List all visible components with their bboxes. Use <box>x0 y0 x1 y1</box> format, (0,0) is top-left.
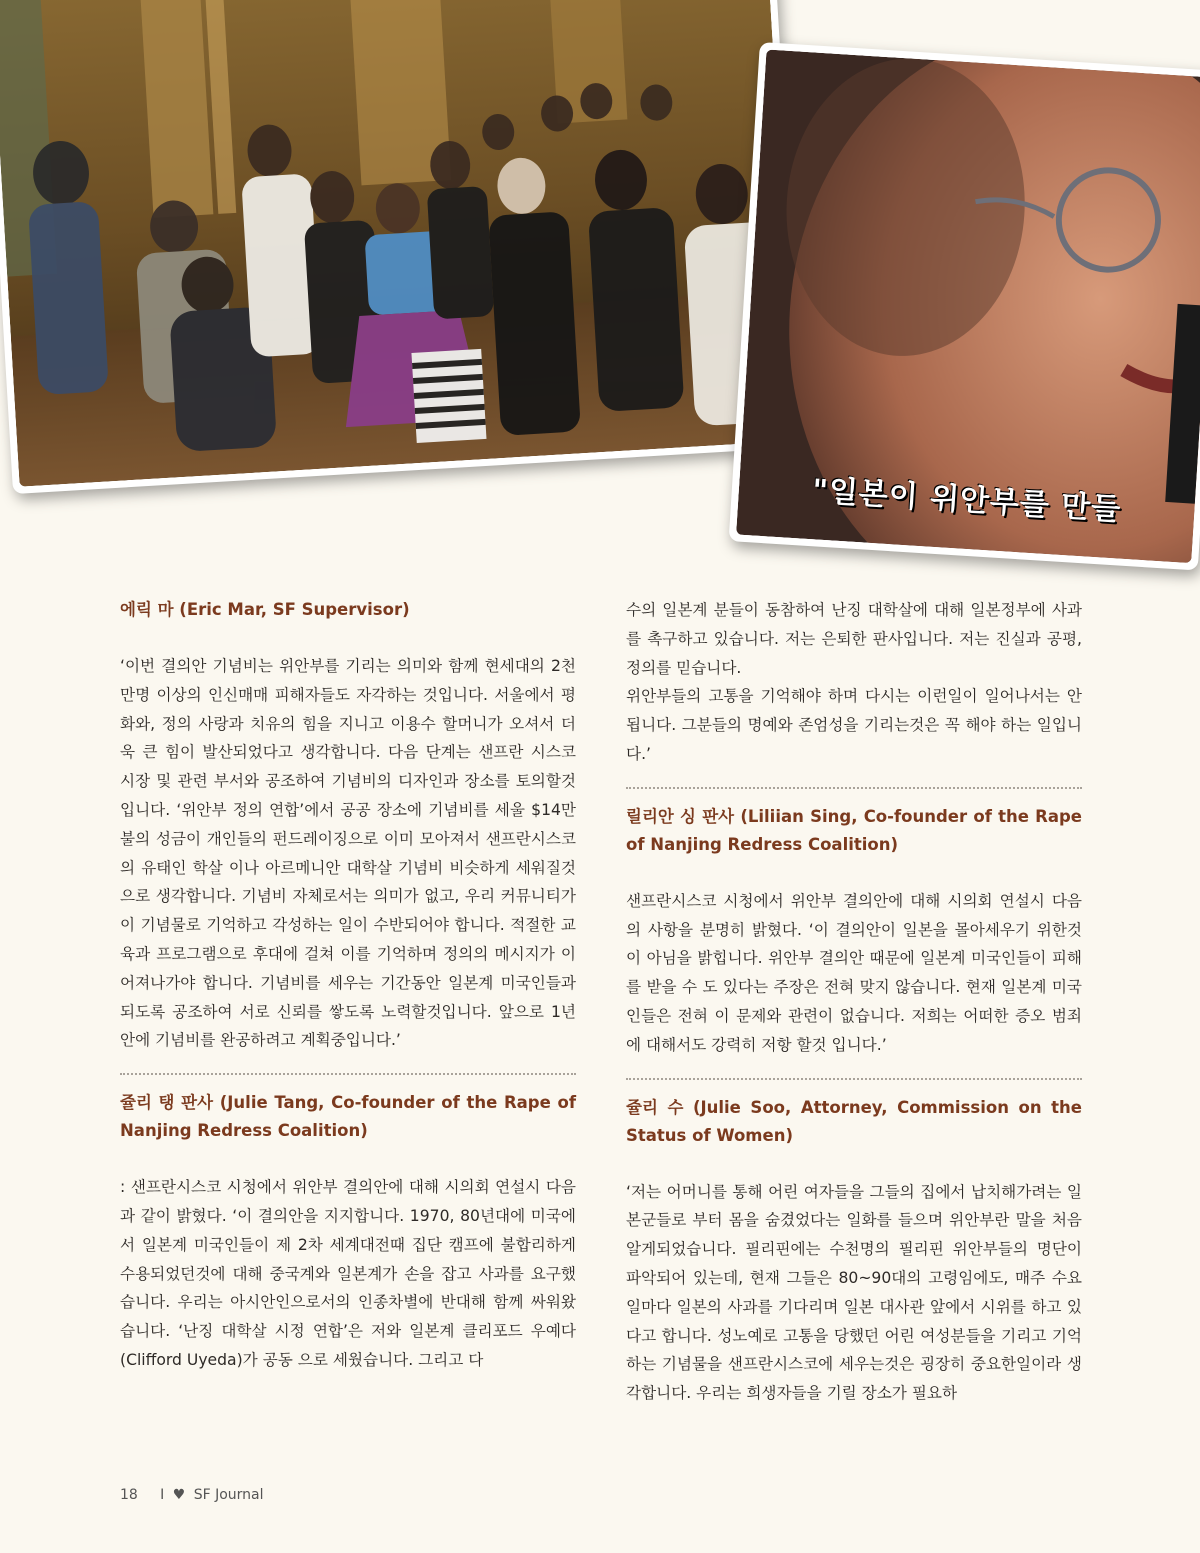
paragraph-lillian-sing: 샌프란시스코 시청에서 위안부 결의안에 대해 시의회 연설시 다음의 사항을 분명히 밝혔다. ‘이 결의안이 일본을 몰아세우기 위한것이 아님을 밝힙니다. 위안부 결의안 때문에 일본계 미국인들이 피해를 받을 수 도 있다는 주장은 전혀 맞지 않습니다. 현재 일본계 미국인들은 전혀 이 문제와 관련이 없습니다. 저희는 어떠한 증오 범죄에 대해서도 강력히 저항 할것 입니다.’ <box>626 891 1082 1054</box>
paragraph-julie-soo: ‘저는 어머니를 통해 어린 여자들을 그들의 집에서 납치해가려는 일본군들로 부터 몸을 숨겼었다는 일화를 들으며 위안부란 말을 처음 알게되었습니다. 필리핀에는 수천명의 필리핀 위안부들의 명단이 파악되어 있는데, 현재 그들은 80~90대의 고령임에도, 매주 수요일마다 일본의 사과를 기다리며 일본 대사관 앞에서 시위를 하고 있다고 합니다. 성노예로 고통을 당했던 어린 여성분들을 기리고 기억하는 기념물을 샌프란시스코에 세우는것은 굉장히 중요한일이라 생각합니다. 우리는 희생자들을 기릴 장소가 필요하 <box>626 1182 1082 1403</box>
dotted-separator <box>626 1078 1082 1080</box>
journal-name: SF Journal <box>193 1487 264 1503</box>
photo-closeup <box>729 42 1200 571</box>
paragraph-eric-mar: ‘이번 결의안 기념비는 위안부를 기리는 의미와 함께 현세대의 2천만명 이상의 인신매매 피해자들도 자각하는 것입니다. 서울에서 평화와, 정의 사랑과 치유의 힘을 지니고 이용수 할머니가 오셔서 더욱 큰 힘이 발산되었다고 생각합니다. 다음 단계는 샌프란 시스코 시장 및 관련 부서와 공조하여 기념비의 디자인과 장소를 토의할것 입니다. ‘위안부 정의 연합’에서 공공 장소에 기념비를 세울 $14만불의 성금이 개인들의 펀드레이징으로 이미 모아져서 샌프란시스코의 유태인 학살 이나 아르메니안 대학살 기념비 비슷하게 세워질것으로 생각합니다. 기념비 자체로서는 의미가 없고, 우리 커뮤니티가 이 기념물로 기억하고 각성하는 일이 수반되어야 합니다. 적절한 교육과 프로그램으로 후대에 걸쳐 이를 기억하며 정의의 메시지가 이어져나가야 합니다. 기념비를 세우는 기간동안 일본계 미국인들과 되도록 공조하여 서로 신뢰를 쌓도록 노력할것입니다. 앞으로 1년 안에 기념비를 완공하려고 계획중입니다.’ <box>120 657 576 1050</box>
page-number: 18 <box>120 1487 138 1503</box>
crowd-photo-image <box>0 0 796 487</box>
paragraph-julie-tang: : 샌프란시스코 시청에서 위안부 결의안에 대해 시의회 연설시 다음과 같이 밝혔다. ‘이 결의안을 지지합니다. 1970, 80년대에 미국에서 일본계 미국인들이 제 2차 세계대전때 집단 캠프에 불합리하게 수용되었던것에 대해 중국계와 일본계가 손을 잡고 사과를 요구했습니다. 우리는 아시안인으로서의 인종차별에 반대해 함께 싸워왔습니다. ‘난징 대학살 시정 연합’은 저와 일본계 클리포드 우예다(Clifford Uyeda)가 공동 으로 세웠습니다. 그리고 다 <box>120 1178 576 1369</box>
heading-eric-mar: 에릭 마 (Eric Mar, SF Supervisor) <box>120 600 410 619</box>
heading-julie-tang: 쥴리 탱 판사 (Julie Tang, Co-founder of the Rape of Nanjing Redress Coalition) <box>120 1093 576 1141</box>
paragraph-julie-tang-end: 위안부들의 고통을 기억해야 하며 다시는 이런일이 일어나서는 안됩니다. 그분들의 명예와 존엄성을 기리는것은 꼭 해야 하는 일입니다.’ <box>626 687 1082 763</box>
heading-lillian-sing: 릴리안 싱 판사 (Liliian Sing, Co-founder of the Rape of Nanjing Redress Coalition) <box>626 806 1082 854</box>
footer-i: I <box>160 1487 165 1503</box>
left-column <box>120 596 576 1375</box>
dotted-separator <box>120 1073 576 1075</box>
page-footer <box>120 1487 264 1503</box>
heart-icon: ♥ <box>172 1487 186 1503</box>
heading-julie-soo: 쥴리 수 (Julie Soo, Attorney, Commission on the Status of Women) <box>626 1097 1082 1145</box>
photo-subtitle: "일본이 위안부를 만들 <box>811 473 1123 528</box>
paragraph-julie-tang-continued: 수의 일본계 분들이 동참하여 난징 대학살에 대해 일본정부에 사과를 촉구하고 있습니다. 저는 은퇴한 판사입니다. 저는 진실과 공평, 정의를 믿습니다. <box>626 601 1082 677</box>
right-column <box>626 596 1082 1408</box>
dotted-separator <box>626 787 1082 789</box>
photo-crowd <box>0 0 804 494</box>
